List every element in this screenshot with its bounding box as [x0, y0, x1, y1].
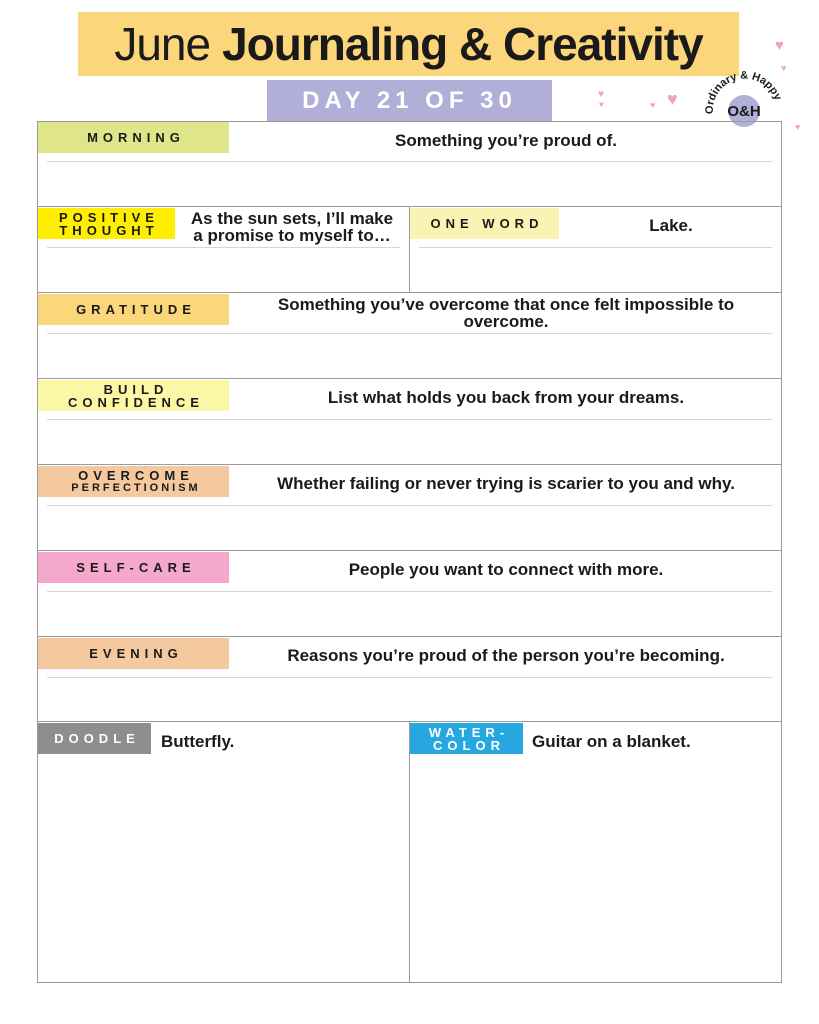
heart-icon: ♥: [598, 89, 604, 100]
one-word-prompt: Lake.: [649, 216, 693, 235]
heart-icon: ♥: [775, 37, 784, 54]
build-confidence-prompt: List what holds you back from your dreams.: [327, 388, 685, 407]
gratitude-label: GRATITUDE: [38, 294, 229, 325]
morning-prompt: Something you’re proud of.: [395, 131, 617, 150]
watercolor-prompt: Guitar on a blanket.: [532, 732, 691, 751]
heart-icon: ♥: [599, 100, 604, 109]
writing-line: [419, 247, 772, 248]
writing-line: [47, 247, 400, 248]
title-theme: Journaling & Creativity: [222, 18, 703, 70]
doodle-label: DOODLE: [38, 723, 151, 754]
writing-line: [47, 505, 772, 506]
overcome-perfectionism-prompt: Whether failing or never trying is scarier to you and why.: [277, 474, 735, 493]
title-month: June: [114, 18, 211, 70]
writing-line: [47, 161, 772, 162]
heart-icon: ♥: [650, 100, 656, 110]
writing-line: [47, 677, 772, 678]
logo-arc-text: Ordinary & Happy: [703, 69, 784, 115]
writing-line: [47, 419, 772, 420]
heart-icon: ♥: [795, 122, 801, 132]
overcome-perfectionism-label: OVERCOME PERFECTIONISM: [38, 466, 229, 497]
watercolor-drawing-area[interactable]: [410, 755, 781, 982]
evening-prompt: Reasons you’re proud of the person you’re becoming.: [287, 646, 725, 665]
heart-icon: ♥: [781, 63, 787, 73]
doodle-prompt: Butterfly.: [161, 732, 235, 751]
morning-label: MORNING: [38, 122, 229, 153]
writing-line: [47, 333, 772, 334]
writing-line: [47, 591, 772, 592]
positive-thought-prompt: As the sun sets, I’ll make a promise to myself to…: [190, 209, 394, 245]
watercolor-label: WATER- COLOR: [410, 723, 523, 754]
heart-icon: ♥: [667, 89, 678, 109]
self-care-label: SELF-CARE: [38, 552, 229, 583]
evening-label: EVENING: [38, 638, 229, 669]
gratitude-prompt: Something you’ve overcome that once felt impossible to overcome.: [277, 295, 735, 331]
build-confidence-label: BUILD CONFIDENCE: [38, 380, 229, 411]
ordinary-happy-logo: [697, 48, 789, 128]
title-banner: [78, 12, 739, 76]
day-counter-banner: DAY 21 OF 30: [267, 80, 552, 122]
self-care-prompt: People you want to connect with more.: [348, 560, 664, 579]
logo-monogram: O&H: [727, 103, 761, 120]
one-word-label: ONE WORD: [410, 208, 559, 239]
positive-thought-label: POSITIVE THOUGHT: [38, 208, 175, 239]
doodle-drawing-area[interactable]: [38, 755, 409, 982]
